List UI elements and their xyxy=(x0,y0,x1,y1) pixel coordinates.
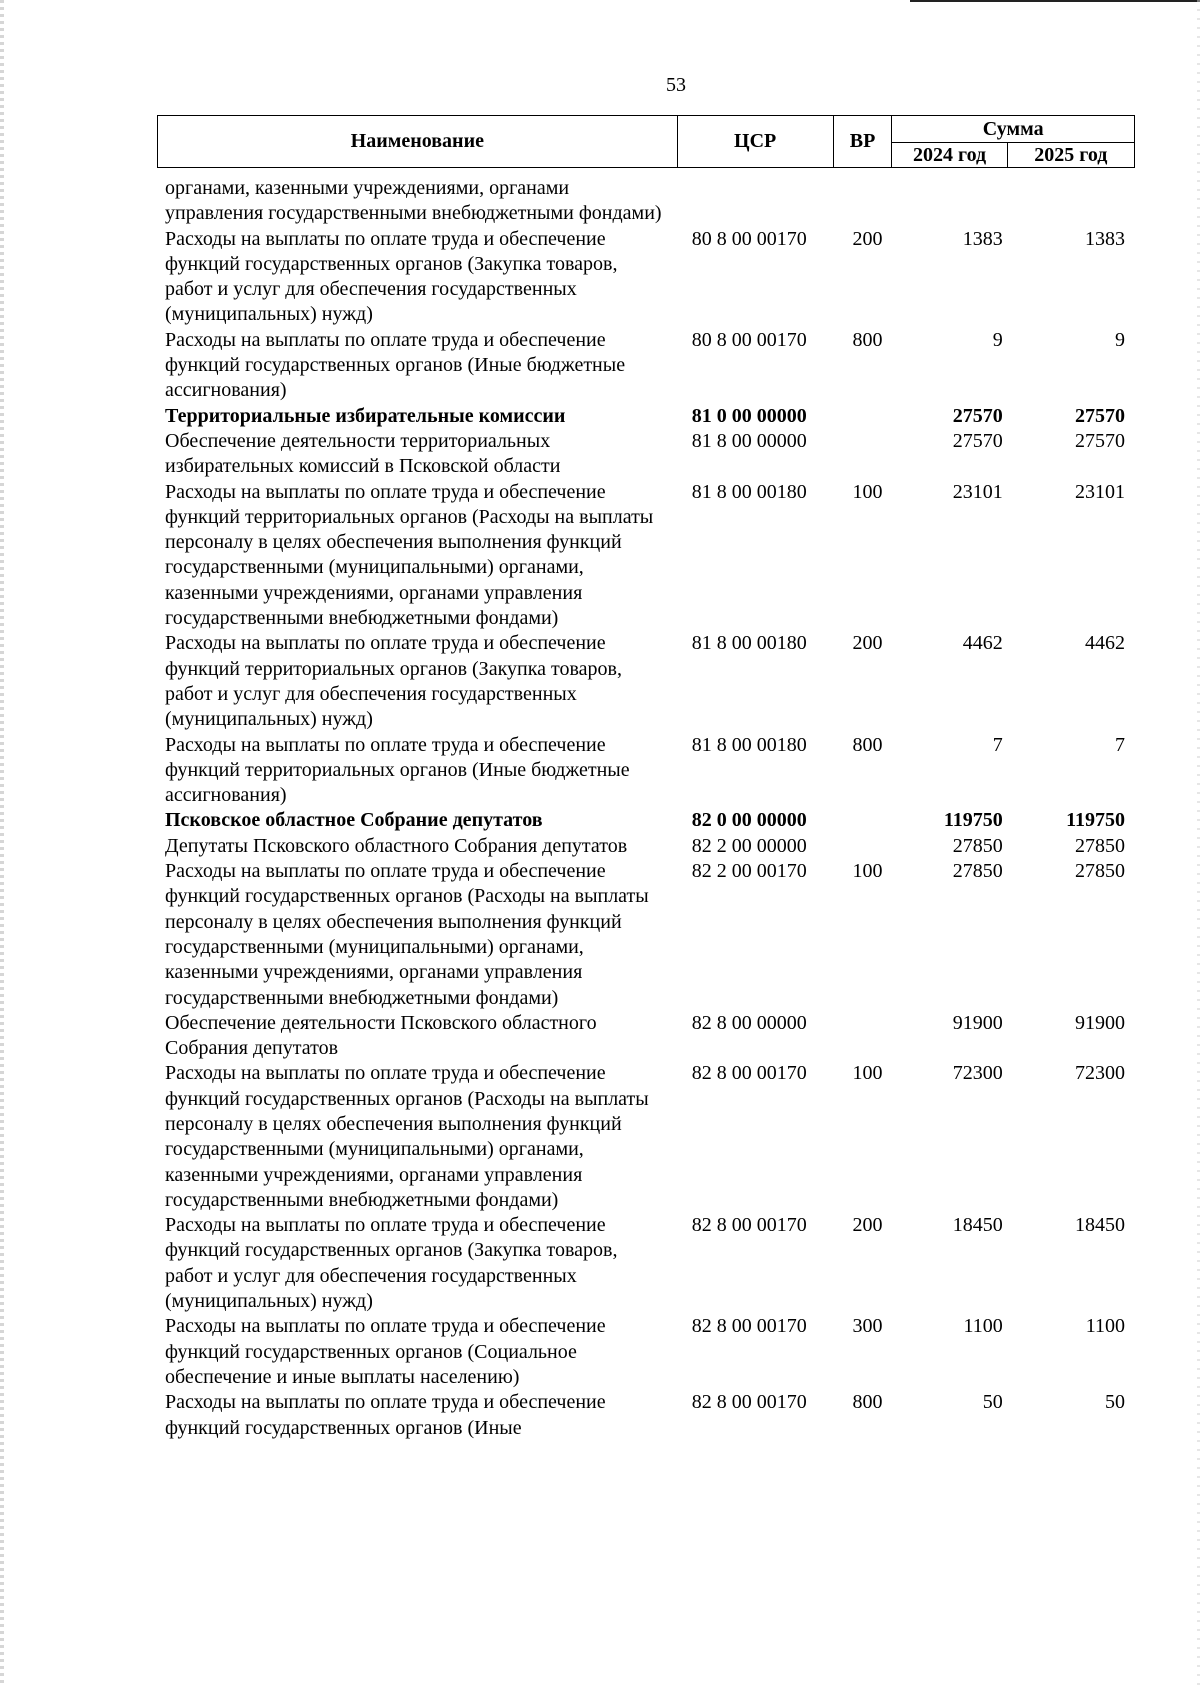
table-row xyxy=(165,1011,1135,1062)
table-row xyxy=(165,328,1135,404)
row-csr: 82 2 00 00000 xyxy=(691,834,807,857)
row-amount-2025 xyxy=(1003,176,1135,227)
header-csr: ЦСР xyxy=(677,116,833,168)
row-amount-2024: 7 xyxy=(992,733,1003,756)
row-name: Расходы на выплаты по оплате труда и обеспечение функций государственных органов (Закупка товаров, работ и услуг для обеспечения государственных (муниципальных) нужд) xyxy=(165,1214,618,1313)
row-vr: 100 xyxy=(852,860,883,883)
row-name: Обеспечение деятельности Псковского областного Собрания депутатов xyxy=(165,1011,597,1060)
row-vr xyxy=(849,176,911,227)
row-amount-2024: 27850 xyxy=(952,834,1003,857)
table-row xyxy=(165,1213,1135,1314)
table-row xyxy=(165,733,1135,809)
row-vr: 100 xyxy=(852,1062,883,1085)
row-vr xyxy=(849,808,911,833)
page-number: 53 xyxy=(666,74,686,96)
table-row xyxy=(165,429,1135,480)
row-csr: 82 8 00 00000 xyxy=(691,1011,807,1034)
row-csr: 81 8 00 00000 xyxy=(691,429,807,452)
row-amount-2025: 1383 xyxy=(1085,227,1125,250)
row-csr: 81 8 00 00180 xyxy=(691,480,807,503)
table-row xyxy=(165,227,1135,328)
row-csr: 81 0 00 00000 xyxy=(691,404,807,427)
row-csr: 80 8 00 00170 xyxy=(691,227,807,250)
row-amount-2024: 50 xyxy=(982,1391,1003,1414)
budget-table xyxy=(165,176,1135,1441)
row-name: Расходы на выплаты по оплате труда и обеспечение функций государственных органов (Расходы на выплаты персоналу в целях обеспечения выполнения функций государственными (муниципальными) органами, казенными учреждениями, органами управления государственными внебюджетными фондами) xyxy=(165,1062,649,1211)
top-rule xyxy=(910,0,1200,2)
row-vr: 200 xyxy=(852,632,883,655)
row-vr: 100 xyxy=(852,480,883,503)
row-csr: 82 8 00 00170 xyxy=(691,1391,807,1414)
row-vr: 200 xyxy=(852,227,883,250)
row-csr xyxy=(662,176,849,227)
table-row xyxy=(165,1390,1135,1441)
row-vr xyxy=(849,1011,911,1062)
row-vr xyxy=(849,404,911,429)
row-csr: 81 8 00 00180 xyxy=(691,632,807,655)
row-amount-2025: 91900 xyxy=(1075,1011,1125,1034)
row-csr: 81 8 00 00180 xyxy=(691,733,807,756)
row-csr: 80 8 00 00170 xyxy=(691,328,807,351)
table-row xyxy=(165,808,1135,833)
table-row xyxy=(165,859,1135,1011)
row-name: Расходы на выплаты по оплате труда и обеспечение функций государственных органов (Иные бюджетные ассигнования) xyxy=(165,328,626,402)
row-amount-2024: 91900 xyxy=(952,1011,1003,1034)
row-name: Депутаты Псковского областного Собрания депутатов xyxy=(165,834,628,857)
header-year-2024: 2024 год xyxy=(892,143,1007,168)
row-amount-2024 xyxy=(910,176,1002,227)
table-row xyxy=(165,480,1135,632)
header-sum: Сумма xyxy=(892,116,1135,143)
row-name: Расходы на выплаты по оплате труда и обеспечение функций территориальных органов (Иные бюджетные ассигнования) xyxy=(165,733,630,807)
table-row xyxy=(165,834,1135,859)
row-amount-2025: 72300 xyxy=(1075,1062,1125,1085)
row-amount-2025: 27570 xyxy=(1075,429,1125,452)
row-amount-2024: 119750 xyxy=(943,809,1003,832)
table-row xyxy=(165,1314,1135,1390)
row-amount-2024: 23101 xyxy=(952,480,1003,503)
row-amount-2025: 50 xyxy=(1105,1391,1125,1414)
table-row xyxy=(165,176,1135,227)
row-csr: 82 8 00 00170 xyxy=(691,1214,807,1237)
row-csr: 82 8 00 00170 xyxy=(691,1315,807,1338)
row-name: Расходы на выплаты по оплате труда и обеспечение функций государственных органов (Социальное обеспечение и иные выплаты населению) xyxy=(165,1315,606,1388)
header-name: Наименование xyxy=(158,116,678,168)
row-amount-2024: 4462 xyxy=(962,632,1003,655)
row-amount-2025: 23101 xyxy=(1075,480,1125,503)
row-name: Расходы на выплаты по оплате труда и обеспечение функций территориальных органов (Расходы на выплаты персоналу в целях обеспечения выполнения функций государственными (муниципальными) органами, казенными учреждениями, органами управления государственными внебюджетными фондами) xyxy=(165,480,654,630)
row-csr: 82 2 00 00170 xyxy=(691,860,807,883)
row-amount-2025: 4462 xyxy=(1085,632,1125,655)
table-row xyxy=(165,404,1135,429)
row-vr: 800 xyxy=(852,1391,883,1414)
row-amount-2025: 7 xyxy=(1115,733,1125,756)
row-name: Расходы на выплаты по оплате труда и обеспечение функций государственных органов (Закупка товаров, работ и услуг для обеспечения государственных (муниципальных) нужд) xyxy=(165,227,618,326)
row-name: Обеспечение деятельности территориальных избирательных комиссий в Псковской области xyxy=(165,429,561,478)
row-vr: 300 xyxy=(852,1315,883,1338)
row-amount-2024: 27850 xyxy=(952,860,1003,883)
header-vr: ВР xyxy=(833,116,892,168)
row-amount-2025: 27850 xyxy=(1075,860,1125,883)
header-year-2025: 2025 год xyxy=(1007,143,1134,168)
row-amount-2024: 72300 xyxy=(952,1062,1003,1085)
row-amount-2025: 27570 xyxy=(1075,404,1125,427)
row-vr: 200 xyxy=(852,1214,883,1237)
row-vr xyxy=(849,429,911,480)
row-name: Псковское областное Собрание депутатов xyxy=(165,809,543,832)
row-csr: 82 8 00 00170 xyxy=(691,1062,807,1085)
row-csr: 82 0 00 00000 xyxy=(691,809,807,832)
table-row xyxy=(165,1061,1135,1213)
table-header xyxy=(157,115,1135,168)
row-name: органами, казенными учреждениями, органами управления государственными внебюджетными фондами) xyxy=(165,177,662,225)
row-amount-2024: 27570 xyxy=(952,429,1003,452)
scan-edge-left xyxy=(0,0,4,1686)
row-amount-2025: 9 xyxy=(1115,328,1125,351)
row-name: Расходы на выплаты по оплате труда и обеспечение функций государственных органов (Расходы на выплаты персоналу в целях обеспечения выполнения функций государственными (муниципальными) органами, казенными учреждениями, органами управления государственными внебюджетными фондами) xyxy=(165,860,649,1009)
row-amount-2025: 18450 xyxy=(1075,1214,1125,1237)
row-amount-2024: 9 xyxy=(992,328,1003,351)
table-row xyxy=(165,631,1135,732)
row-vr: 800 xyxy=(852,733,883,756)
row-name: Расходы на выплаты по оплате труда и обеспечение функций территориальных органов (Закупка товаров, работ и услуг для обеспечения государственных (муниципальных) нужд) xyxy=(165,632,622,731)
row-amount-2024: 18450 xyxy=(952,1214,1003,1237)
row-name: Территориальные избирательные комиссии xyxy=(165,404,566,427)
row-amount-2025: 27850 xyxy=(1075,834,1125,857)
row-amount-2025: 1100 xyxy=(1085,1315,1125,1338)
row-amount-2024: 1100 xyxy=(963,1315,1003,1338)
row-name: Расходы на выплаты по оплате труда и обеспечение функций государственных органов (Иные xyxy=(165,1391,606,1439)
budget-table-body xyxy=(165,176,1135,1441)
row-amount-2025: 119750 xyxy=(1066,809,1125,832)
row-vr xyxy=(849,834,911,859)
row-amount-2024: 27570 xyxy=(952,404,1003,427)
row-amount-2024: 1383 xyxy=(962,227,1003,250)
row-vr: 800 xyxy=(852,328,883,351)
